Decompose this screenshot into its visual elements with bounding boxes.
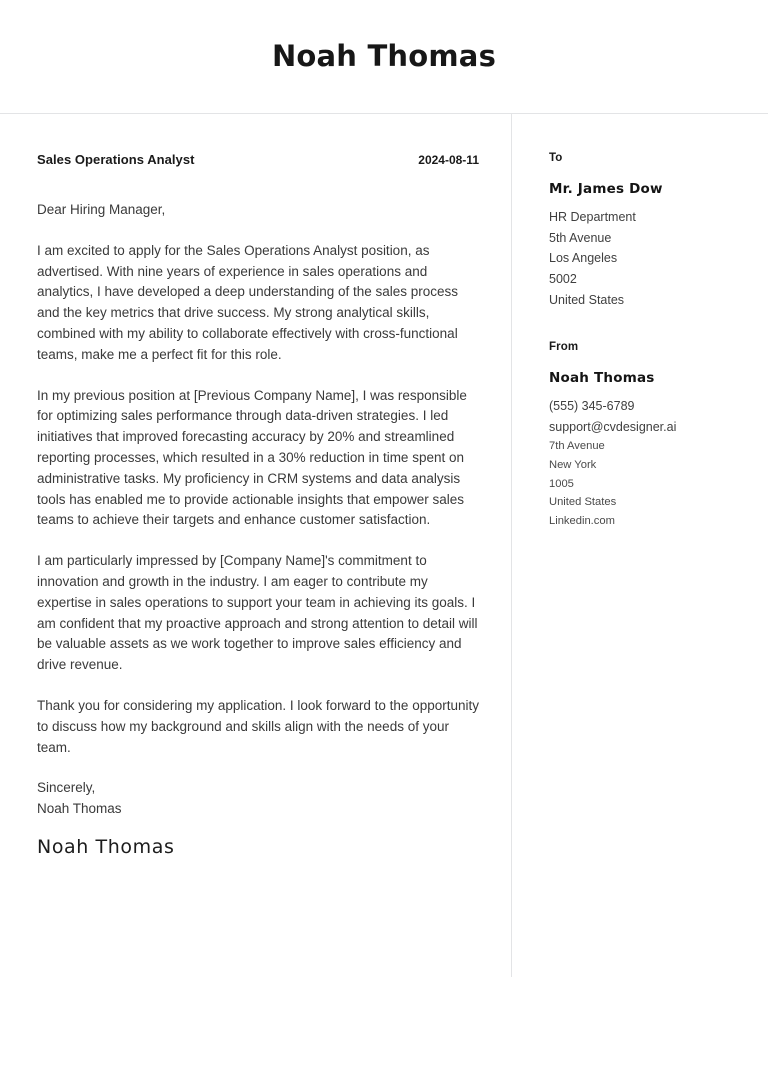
sender-email[interactable]: support@cvdesigner.ai (549, 419, 677, 434)
recipient-line: HR Department (549, 209, 636, 224)
letter-main-column (0, 114, 511, 858)
letter-sidebar (512, 114, 768, 858)
letter-date: 2024-08-11 (418, 153, 479, 167)
sender-line: United States (549, 496, 617, 509)
signature: Noah Thomas (37, 835, 175, 858)
letter-paragraph: In my previous position at [Previous Company Name], I was responsible for optimizing sales performance through data-driven strategies. I led initiatives that improved forecasting accuracy by 20% and streamlined reporting processes, which resulted in a 30% reduction in time spent on administrative tasks. My proficiency in CRM systems and data analysis tools has enabled me to provide actionable insights that empower sales teams to achieve their targets and enhance customer satisfaction. (37, 387, 467, 528)
closing-name: Noah Thomas (37, 801, 122, 817)
recipient-heading: To (549, 152, 563, 164)
divider-line (511, 114, 512, 977)
recipient-line: United States (549, 293, 625, 308)
sender-line: 1005 (549, 477, 574, 490)
letter-paragraph: Thank you for considering my application. I look forward to the opportunity to discuss how my background and skills align with the needs of your team. (37, 697, 479, 755)
document-header (0, 0, 768, 114)
closing-phrase: Sincerely, (37, 780, 96, 796)
page-title: Noah Thomas (271, 38, 497, 73)
recipient-line: 5002 (549, 272, 577, 287)
sender-block (549, 341, 744, 530)
recipient-line: Los Angeles (549, 251, 618, 266)
letter-paragraph: I am particularly impressed by [Company Name]'s commitment to innovation and growth in the industry. I am eager to contribute my expertise in sales operations to support your team in achieving its goals. I am confident that my proactive approach and strong attention to detail will be valuable assets as we work together to improve sales efficiency and drive revenue. (37, 553, 478, 673)
letter-paragraph: I am excited to apply for the Sales Operations Analyst position, as advertised. With nine years of experience in sales operations and analytics, I have developed a deep understanding of the sales process and the key metrics that drive success. My strong analytical skills, combined with my ability to collaborate effectively with cross-functional teams, make me a perfect fit for this role. (37, 242, 459, 362)
sender-website[interactable]: Linkedin.com (549, 514, 615, 527)
recipient-block (549, 152, 744, 311)
column-divider (511, 114, 512, 858)
letter-closing (37, 778, 479, 820)
letter-title-row (37, 152, 479, 167)
recipient-line: 5th Avenue (549, 230, 612, 245)
sender-line: 7th Avenue (549, 440, 605, 453)
sender-name: Noah Thomas (549, 369, 655, 386)
letter-columns (0, 114, 768, 858)
recipient-name: Mr. James Dow (549, 181, 663, 197)
job-title: Sales Operations Analyst (37, 152, 195, 167)
sender-heading: From (549, 340, 579, 353)
sender-phone: (555) 345-6789 (549, 398, 635, 413)
sender-line: New York (549, 458, 597, 471)
letter-salutation: Dear Hiring Manager, (37, 202, 166, 217)
